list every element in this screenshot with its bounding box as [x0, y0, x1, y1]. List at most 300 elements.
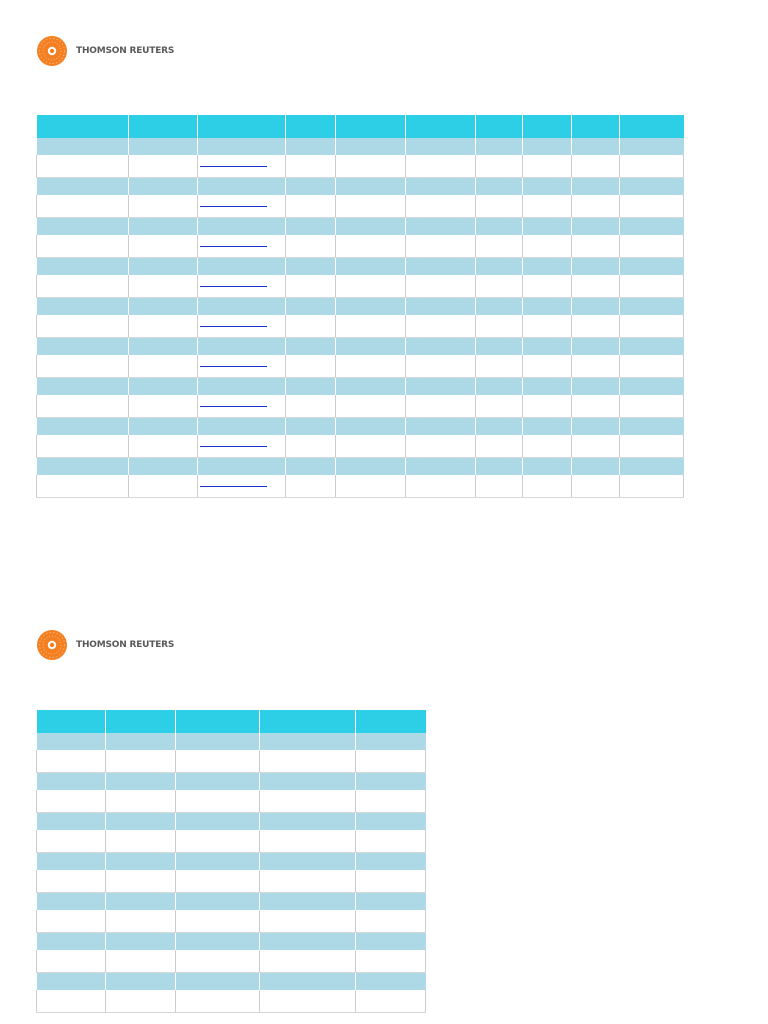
table-band-row	[37, 378, 684, 396]
table-cell	[523, 258, 572, 276]
table-cell	[106, 853, 176, 871]
table-cell	[406, 315, 476, 338]
table-cell	[286, 298, 336, 316]
table-cell	[176, 910, 260, 933]
column-header	[37, 115, 129, 138]
row-link[interactable]	[200, 166, 267, 167]
table-cell	[37, 298, 129, 316]
table-cell	[620, 418, 684, 436]
table-cell	[198, 298, 286, 316]
table-cell	[572, 418, 620, 436]
table-cell	[176, 773, 260, 791]
table-cell	[198, 195, 286, 218]
table-cell	[406, 355, 476, 378]
table-cell	[336, 458, 406, 476]
table-row	[37, 870, 426, 893]
table-cell	[356, 893, 426, 911]
thomson-reuters-logo	[34, 628, 174, 662]
table-cell	[260, 950, 356, 973]
table-cell	[106, 950, 176, 973]
table-header-row	[37, 710, 426, 733]
table-cell	[198, 458, 286, 476]
table-cell	[176, 790, 260, 813]
table-cell	[523, 315, 572, 338]
table-cell	[37, 910, 106, 933]
table-cell	[336, 258, 406, 276]
table-band-row	[37, 418, 684, 436]
table-cell	[286, 378, 336, 396]
table-cell	[176, 990, 260, 1013]
table-band-row	[37, 298, 684, 316]
table-cell	[260, 870, 356, 893]
table-cell	[476, 178, 523, 196]
table-cell	[336, 195, 406, 218]
table-cell	[336, 395, 406, 418]
table-cell	[37, 853, 106, 871]
column-header	[286, 115, 336, 138]
table-cell	[356, 870, 426, 893]
table-cell	[260, 733, 356, 750]
table-cell	[336, 298, 406, 316]
table-cell	[620, 338, 684, 356]
table-cell	[260, 830, 356, 853]
table-cell	[198, 138, 286, 155]
table-cell	[129, 355, 198, 378]
table-cell	[129, 378, 198, 396]
table-cell	[37, 155, 129, 178]
data-table-2	[36, 710, 426, 1013]
table-cell	[198, 395, 286, 418]
table-cell	[336, 355, 406, 378]
table-cell	[476, 395, 523, 418]
table-cell	[37, 870, 106, 893]
table-cell	[260, 893, 356, 911]
thomson-reuters-sunburst-icon	[34, 628, 70, 662]
table-cell	[356, 773, 426, 791]
table-row	[37, 315, 684, 338]
table-row	[37, 435, 684, 458]
table-cell	[523, 458, 572, 476]
table-cell	[356, 750, 426, 773]
table-cell	[572, 435, 620, 458]
table-cell	[37, 235, 129, 258]
table-cell	[523, 418, 572, 436]
table-cell	[286, 155, 336, 178]
table-cell	[198, 275, 286, 298]
table-cell	[523, 218, 572, 236]
table-cell	[106, 910, 176, 933]
table-cell	[106, 933, 176, 951]
table-cell	[356, 990, 426, 1013]
table-cell	[572, 395, 620, 418]
table-cell	[286, 395, 336, 418]
table-cell	[129, 435, 198, 458]
table-cell	[572, 338, 620, 356]
table-band-row	[37, 813, 426, 831]
table-cell	[129, 195, 198, 218]
table-cell	[406, 195, 476, 218]
table-cell	[406, 258, 476, 276]
table-cell	[37, 178, 129, 196]
table-cell	[572, 258, 620, 276]
table-cell	[129, 315, 198, 338]
table-cell	[336, 378, 406, 396]
row-link[interactable]	[200, 246, 267, 247]
table-cell	[37, 458, 129, 476]
table-cell	[572, 275, 620, 298]
column-header	[406, 115, 476, 138]
table-cell	[476, 275, 523, 298]
table-cell	[356, 853, 426, 871]
table-cell	[476, 195, 523, 218]
table-row	[37, 155, 684, 178]
table-cell	[620, 275, 684, 298]
table-cell	[176, 813, 260, 831]
table-cell	[129, 418, 198, 436]
row-link[interactable]	[200, 206, 267, 207]
table-cell	[406, 235, 476, 258]
table-cell	[129, 275, 198, 298]
table-row	[37, 950, 426, 973]
table-cell	[406, 275, 476, 298]
table-cell	[106, 733, 176, 750]
table-cell	[198, 435, 286, 458]
table-band-row	[37, 458, 684, 476]
table-cell	[260, 773, 356, 791]
table-band-row	[37, 178, 684, 196]
table-cell	[198, 218, 286, 236]
table-cell	[356, 950, 426, 973]
table-cell	[523, 378, 572, 396]
table-cell	[37, 733, 106, 750]
table-cell	[37, 315, 129, 338]
table-cell	[286, 258, 336, 276]
brand-name: THOMSON REUTERS	[76, 640, 175, 650]
table-cell	[37, 990, 106, 1013]
table-cell	[620, 395, 684, 418]
table-cell	[286, 338, 336, 356]
table-cell	[37, 275, 129, 298]
table-cell	[286, 435, 336, 458]
table-cell	[260, 750, 356, 773]
table-cell	[106, 750, 176, 773]
table-cell	[260, 973, 356, 991]
table-cell	[356, 933, 426, 951]
table-cell	[406, 475, 476, 498]
table-cell	[476, 435, 523, 458]
table-cell	[356, 813, 426, 831]
table-row	[37, 475, 684, 498]
table-cell	[572, 475, 620, 498]
table-band-row	[37, 973, 426, 991]
table-cell	[620, 355, 684, 378]
table-cell	[129, 298, 198, 316]
table-cell	[176, 973, 260, 991]
table-cell	[198, 235, 286, 258]
table-cell	[198, 258, 286, 276]
table-cell	[37, 258, 129, 276]
table-row	[37, 830, 426, 853]
table-header-row	[37, 115, 684, 138]
table-cell	[129, 138, 198, 155]
table-cell	[129, 475, 198, 498]
table-cell	[620, 235, 684, 258]
column-header	[260, 710, 356, 733]
table-cell	[523, 475, 572, 498]
table-cell	[620, 195, 684, 218]
table-cell	[106, 990, 176, 1013]
table-band-row	[37, 733, 426, 750]
table-cell	[336, 155, 406, 178]
table-cell	[176, 893, 260, 911]
table-cell	[106, 870, 176, 893]
brand-name: THOMSON REUTERS	[76, 46, 175, 56]
table-cell	[336, 475, 406, 498]
column-header	[336, 115, 406, 138]
table-cell	[523, 298, 572, 316]
table-cell	[620, 435, 684, 458]
table-cell	[106, 813, 176, 831]
table-band-row	[37, 138, 684, 155]
table-cell	[286, 138, 336, 155]
table-cell	[356, 733, 426, 750]
table-cell	[37, 830, 106, 853]
column-header	[129, 115, 198, 138]
table-cell	[106, 893, 176, 911]
table-cell	[286, 235, 336, 258]
table-cell	[260, 813, 356, 831]
table-cell	[106, 773, 176, 791]
thomson-reuters-logo	[34, 34, 174, 68]
table-cell	[176, 733, 260, 750]
table-cell	[620, 315, 684, 338]
table-cell	[476, 355, 523, 378]
table-cell	[260, 990, 356, 1013]
table-cell	[572, 235, 620, 258]
table-cell	[106, 790, 176, 813]
table-cell	[37, 750, 106, 773]
table-cell	[356, 973, 426, 991]
table-cell	[129, 458, 198, 476]
table-cell	[476, 338, 523, 356]
table-cell	[572, 458, 620, 476]
table-cell	[523, 138, 572, 155]
table-cell	[37, 933, 106, 951]
table-cell	[406, 418, 476, 436]
table-band-row	[37, 773, 426, 791]
table-cell	[37, 378, 129, 396]
table-cell	[176, 830, 260, 853]
table-cell	[176, 853, 260, 871]
table-cell	[476, 138, 523, 155]
table-cell	[37, 138, 129, 155]
table-cell	[620, 378, 684, 396]
table-cell	[476, 258, 523, 276]
table-cell	[37, 195, 129, 218]
table-cell	[476, 378, 523, 396]
table-cell	[37, 773, 106, 791]
row-link[interactable]	[200, 286, 267, 287]
table-cell	[476, 218, 523, 236]
table-cell	[336, 315, 406, 338]
column-header	[523, 115, 572, 138]
table-band-row	[37, 853, 426, 871]
table-band-row	[37, 338, 684, 356]
row-link[interactable]	[200, 486, 267, 487]
table-body	[37, 733, 426, 1013]
table-cell	[37, 218, 129, 236]
table-cell	[620, 475, 684, 498]
table-cell	[198, 355, 286, 378]
column-header	[198, 115, 286, 138]
row-link[interactable]	[200, 326, 267, 327]
table-cell	[356, 830, 426, 853]
table-cell	[198, 475, 286, 498]
table-cell	[106, 830, 176, 853]
table-cell	[336, 218, 406, 236]
table-cell	[286, 418, 336, 436]
table-cell	[129, 218, 198, 236]
table-cell	[406, 178, 476, 196]
table-cell	[523, 235, 572, 258]
table-cell	[572, 355, 620, 378]
table-cell	[129, 235, 198, 258]
table-cell	[37, 813, 106, 831]
table-cell	[37, 893, 106, 911]
table-cell	[37, 950, 106, 973]
table-cell	[198, 155, 286, 178]
table-cell	[523, 155, 572, 178]
table-row	[37, 990, 426, 1013]
table-cell	[406, 458, 476, 476]
table-row	[37, 275, 684, 298]
table-cell	[260, 853, 356, 871]
table-cell	[336, 275, 406, 298]
table-cell	[260, 910, 356, 933]
column-header	[176, 710, 260, 733]
table-cell	[37, 475, 129, 498]
table-cell	[336, 138, 406, 155]
table-cell	[476, 418, 523, 436]
table-cell	[176, 870, 260, 893]
thomson-reuters-sunburst-icon	[34, 34, 70, 68]
table-cell	[620, 138, 684, 155]
table-cell	[336, 435, 406, 458]
table-band-row	[37, 933, 426, 951]
table-cell	[336, 338, 406, 356]
table-cell	[476, 155, 523, 178]
table-cell	[198, 378, 286, 396]
table-cell	[106, 973, 176, 991]
table-cell	[523, 195, 572, 218]
table-cell	[286, 275, 336, 298]
table-cell	[129, 155, 198, 178]
table-cell	[476, 475, 523, 498]
table-cell	[572, 178, 620, 196]
table-row	[37, 395, 684, 418]
column-header	[476, 115, 523, 138]
table-cell	[523, 178, 572, 196]
table-cell	[37, 973, 106, 991]
table-cell	[523, 435, 572, 458]
table-cell	[572, 138, 620, 155]
table-cell	[286, 475, 336, 498]
table-cell	[37, 338, 129, 356]
table-cell	[198, 315, 286, 338]
table-cell	[336, 418, 406, 436]
table-cell	[523, 355, 572, 378]
column-header	[356, 710, 426, 733]
table-cell	[476, 458, 523, 476]
column-header	[37, 710, 106, 733]
table-cell	[572, 315, 620, 338]
table-row	[37, 195, 684, 218]
row-link[interactable]	[200, 366, 267, 367]
table-cell	[356, 910, 426, 933]
column-header	[572, 115, 620, 138]
table-cell	[620, 178, 684, 196]
table-cell	[406, 155, 476, 178]
table-cell	[572, 218, 620, 236]
table-band-row	[37, 258, 684, 276]
table-cell	[620, 155, 684, 178]
table-cell	[476, 298, 523, 316]
table-row	[37, 235, 684, 258]
table-cell	[198, 178, 286, 196]
table-cell	[406, 338, 476, 356]
table-cell	[129, 395, 198, 418]
table-cell	[406, 218, 476, 236]
table-cell	[356, 790, 426, 813]
table-cell	[406, 395, 476, 418]
row-link[interactable]	[200, 446, 267, 447]
column-header	[620, 115, 684, 138]
table-row	[37, 750, 426, 773]
table-cell	[406, 138, 476, 155]
table-body	[37, 138, 684, 498]
table-cell	[37, 790, 106, 813]
table-cell	[176, 750, 260, 773]
table-cell	[260, 933, 356, 951]
table-row	[37, 910, 426, 933]
table-cell	[129, 258, 198, 276]
table-cell	[286, 195, 336, 218]
table-cell	[620, 458, 684, 476]
table-cell	[198, 338, 286, 356]
column-header	[106, 710, 176, 733]
table-cell	[406, 378, 476, 396]
table-cell	[572, 155, 620, 178]
table-cell	[176, 933, 260, 951]
table-cell	[129, 178, 198, 196]
table-cell	[286, 355, 336, 378]
table-cell	[572, 378, 620, 396]
table-cell	[620, 298, 684, 316]
table-cell	[286, 218, 336, 236]
table-cell	[286, 458, 336, 476]
table-cell	[37, 355, 129, 378]
table-cell	[620, 258, 684, 276]
table-row	[37, 790, 426, 813]
table-cell	[406, 435, 476, 458]
table-cell	[572, 298, 620, 316]
table-row	[37, 355, 684, 378]
table-cell	[406, 298, 476, 316]
table-cell	[37, 395, 129, 418]
table-band-row	[37, 218, 684, 236]
table-cell	[476, 315, 523, 338]
row-link[interactable]	[200, 406, 267, 407]
